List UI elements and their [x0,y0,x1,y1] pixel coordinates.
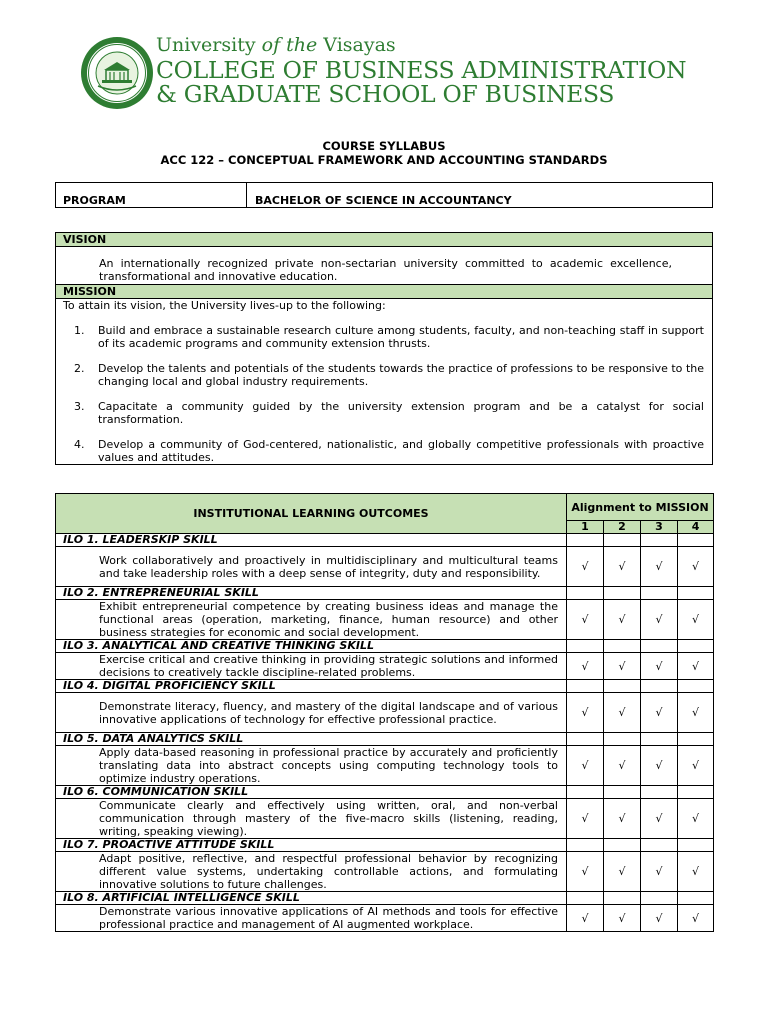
empty-cell [641,892,678,905]
empty-cell [678,786,714,799]
vision-mission-box [55,232,713,465]
check-mark: √ [678,600,714,640]
empty-cell [604,640,641,653]
empty-cell [641,786,678,799]
check-mark: √ [604,693,641,733]
check-mark: √ [641,600,678,640]
ilo-title: ILO 8. ARTIFICIAL INTELLIGENCE SKILL [56,892,567,905]
empty-cell [641,839,678,852]
check-mark: √ [604,600,641,640]
letterhead [80,34,720,110]
empty-cell [678,733,714,746]
empty-cell [604,733,641,746]
ilo-title-row [56,892,714,905]
empty-cell [678,587,714,600]
empty-cell [567,587,604,600]
check-mark: √ [567,547,604,587]
ilo-description-row [56,799,714,839]
ilo-description-row [56,547,714,587]
university-seal-icon [80,36,154,110]
empty-cell [604,534,641,547]
check-mark: √ [641,547,678,587]
ilo-description-row [56,600,714,640]
ilo-title: ILO 3. ANALYTICAL AND CREATIVE THINKING SKILL [56,640,567,653]
empty-cell [604,587,641,600]
ilo-description-row [56,746,714,786]
check-mark: √ [604,799,641,839]
empty-cell [604,839,641,852]
ilo-description-row [56,905,714,932]
ilo-title: ILO 5. DATA ANALYTICS SKILL [56,733,567,746]
empty-cell [641,587,678,600]
mission-heading: MISSION [56,285,712,299]
check-mark: √ [604,905,641,932]
check-mark: √ [641,852,678,892]
ilo-description-row [56,852,714,892]
empty-cell [641,733,678,746]
empty-cell [641,680,678,693]
ilo-title-row [56,786,714,799]
ilo-title: ILO 7. PROACTIVE ATTITUDE SKILL [56,839,567,852]
empty-cell [678,534,714,547]
check-mark: √ [604,852,641,892]
empty-cell [567,839,604,852]
ilo-description-row [56,693,714,733]
check-mark: √ [641,693,678,733]
college-name-line1: COLLEGE OF BUSINESS ADMINISTRATION [156,56,687,84]
ilo-title-row [56,534,714,547]
ilo-title: ILO 6. COMMUNICATION SKILL [56,786,567,799]
empty-cell [604,892,641,905]
program-value: BACHELOR OF SCIENCE IN ACCOUNTANCY [255,194,512,207]
empty-cell [567,534,604,547]
check-mark: √ [641,653,678,680]
ilo-description-row [56,653,714,680]
ilo-description: Exhibit entrepreneurial competence by creating business ideas and manage the functional areas (operation, marketing, finance, human resource) and other business strategies for economic and social development. [56,600,567,640]
mission-intro: To attain its vision, the University lives-up to the following: [63,299,386,312]
check-mark: √ [641,799,678,839]
empty-cell [604,786,641,799]
mission-item: 3. Capacitate a community guided by the university extension program and be a catalyst for social transformation. [74,400,704,426]
mission-item: 1. Build and embrace a sustainable research culture among students, faculty, and non-teaching staff in support of its academic programs and community extension thrusts. [74,324,704,350]
check-mark: √ [678,746,714,786]
check-mark: √ [567,746,604,786]
check-mark: √ [641,746,678,786]
empty-cell [567,733,604,746]
program-label: PROGRAM [56,183,247,207]
ilo-description: Demonstrate various innovative applications of AI methods and tools for effective professional practice and management of AI augmented workplace. [56,905,567,932]
ilo-title: ILO 2. ENTREPRENEURIAL SKILL [56,587,567,600]
empty-cell [678,892,714,905]
ilo-title-row [56,640,714,653]
ilo-title-row [56,587,714,600]
mission-item: 4. Develop a community of God-centered, nationalistic, and globally competitive professionals with proactive values and attitudes. [74,438,704,464]
university-name: University of the Visayas [156,34,396,56]
empty-cell [678,640,714,653]
check-mark: √ [604,547,641,587]
empty-cell [604,680,641,693]
empty-cell [641,640,678,653]
ilo-description: Exercise critical and creative thinking in providing strategic solutions and informed decisions to creatively tackle discipline-related problems. [56,653,567,680]
check-mark: √ [567,693,604,733]
ilo-rows [56,534,714,932]
mission-col-3: 3 [641,521,678,534]
vision-text: An internationally recognized private non-sectarian university committed to academic excellence, transformational and innovative education. [56,247,712,285]
check-mark: √ [641,905,678,932]
course-syllabus-label: COURSE SYLLABUS [322,139,446,153]
vision-heading: VISION [56,233,712,247]
ilo-description: Demonstrate literacy, fluency, and mastery of the digital landscape and of various innovative applications of technology for effective professional practice. [56,693,567,733]
mission-col-1: 1 [567,521,604,534]
check-mark: √ [678,547,714,587]
ilo-description: Adapt positive, reflective, and respectful professional behavior by recognizing different value systems, undertaking controllable actions, and formulating innovative solutions to future challenges. [56,852,567,892]
mission-list [56,324,712,464]
ilo-description: Work collaboratively and proactively in multidisciplinary and multicultural teams and take leadership roles with a deep sense of integrity, duty and responsibility. [56,547,567,587]
empty-cell [678,839,714,852]
ilo-title-row [56,839,714,852]
course-code-title: ACC 122 – CONCEPTUAL FRAMEWORK AND ACCOUNTING STANDARDS [160,153,608,167]
ilo-table [55,493,714,932]
check-mark: √ [604,653,641,680]
empty-cell [567,680,604,693]
mission-col-4: 4 [678,521,714,534]
check-mark: √ [567,799,604,839]
check-mark: √ [678,852,714,892]
check-mark: √ [678,799,714,839]
empty-cell [567,786,604,799]
empty-cell [641,534,678,547]
check-mark: √ [604,746,641,786]
check-mark: √ [567,852,604,892]
check-mark: √ [567,600,604,640]
mission-col-2: 2 [604,521,641,534]
ilo-title: ILO 1. LEADERSKIP SKILL [56,534,567,547]
alignment-header: Alignment to MISSION [567,494,714,521]
college-name-line2: & GRADUATE SCHOOL OF BUSINESS [156,80,615,108]
ilo-description: Apply data-based reasoning in professional practice by accurately and proficiently translating data into abstract concepts using computing technology tools to optimize industry operations. [56,746,567,786]
course-title [0,139,768,167]
ilo-table-header: INSTITUTIONAL LEARNING OUTCOMES [56,494,567,534]
check-mark: √ [678,653,714,680]
mission-item: 2. Develop the talents and potentials of the students towards the practice of professions to be responsive to the changing local and global industry requirements. [74,362,704,388]
check-mark: √ [567,905,604,932]
check-mark: √ [678,905,714,932]
empty-cell [567,640,604,653]
ilo-description: Communicate clearly and effectively using written, oral, and non-verbal communication through mastery of the five-macro skills (listening, reading, writing, speaking viewing). [56,799,567,839]
program-table [55,182,713,208]
ilo-title-row [56,733,714,746]
check-mark: √ [567,653,604,680]
empty-cell [678,680,714,693]
ilo-title: ILO 4. DIGITAL PROFICIENCY SKILL [56,680,567,693]
ilo-title-row [56,680,714,693]
check-mark: √ [678,693,714,733]
empty-cell [567,892,604,905]
